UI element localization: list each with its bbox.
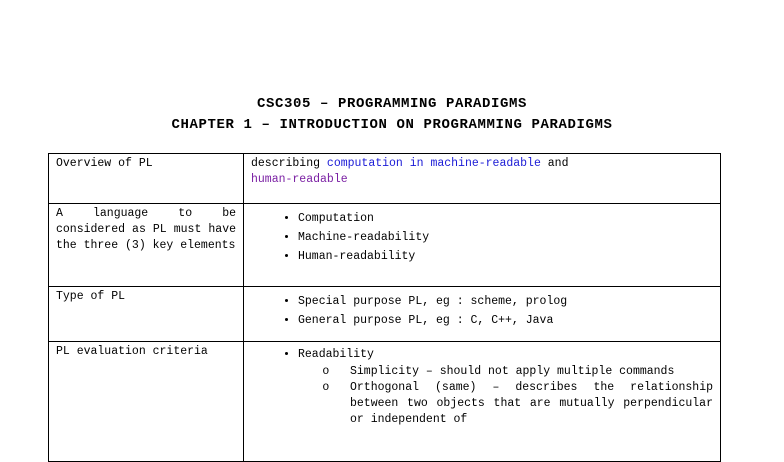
overview-highlight-blue: computation in machine-readable — [326, 157, 541, 170]
table-row — [49, 342, 721, 462]
sub-list-item: o Orthogonal (same) – describes the relationship between two objects that are mutually perpendicular or independent of — [350, 380, 713, 428]
criteria-list — [251, 345, 713, 428]
row-label-overview: Overview of PL — [49, 154, 244, 204]
sub-list-item: o Simplicity – should not apply multiple commands — [350, 364, 713, 380]
list-item: • Computation — [298, 209, 713, 228]
list-item: • General purpose PL, eg : C, C++, Java — [298, 311, 713, 330]
table-row — [49, 154, 721, 204]
row-content-criteria — [244, 342, 721, 462]
list-item: • Special purpose PL, eg : scheme, prolog — [298, 292, 713, 311]
row-label-elements: A language to be considered as PL must have the three (3) key elements — [49, 204, 244, 287]
list-item: • Machine-readability — [298, 228, 713, 247]
row-content-elements — [244, 204, 721, 287]
notes-table — [48, 153, 721, 462]
overview-text: describing — [251, 157, 327, 170]
overview-highlight-purple: human-readable — [251, 173, 348, 186]
criteria-main: Readability — [298, 348, 374, 361]
list-item: • Human-readability — [298, 247, 713, 266]
course-title: CSC305 – PROGRAMMING PARADIGMS — [256, 96, 528, 112]
row-label-criteria: PL evaluation criteria — [49, 342, 244, 462]
row-label-types: Type of PL — [49, 287, 244, 342]
row-content-overview — [244, 154, 721, 204]
table-row — [49, 204, 721, 287]
types-list — [251, 292, 713, 330]
elements-list — [251, 209, 713, 266]
chapter-title: CHAPTER 1 – INTRODUCTION ON PROGRAMMING PARADIGMS — [171, 117, 613, 133]
overview-text-and: and — [540, 157, 569, 170]
criteria-sublist — [298, 364, 713, 428]
list-item — [298, 345, 713, 428]
table-row — [49, 287, 721, 342]
row-content-types — [244, 287, 721, 342]
